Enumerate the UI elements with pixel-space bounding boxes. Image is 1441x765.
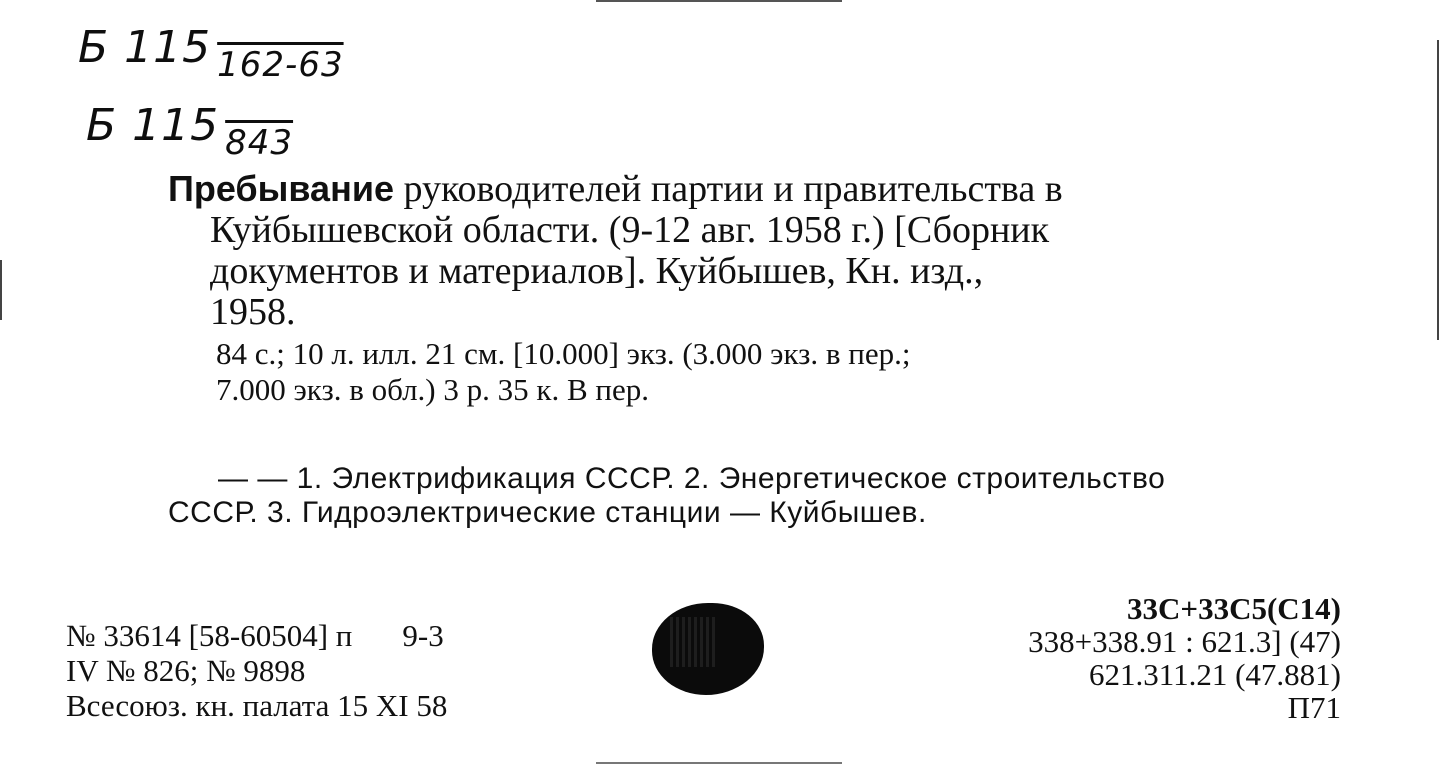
subjects-line-1: — — 1. Электрификация СССР. 2. Энергетическое строительство: [218, 462, 1166, 495]
registry-line-1: [66, 618, 447, 653]
handwritten-shelfmark-2: [86, 100, 294, 163]
shelfmark-1-sub: 162-63: [217, 45, 344, 85]
shelfmark-2-sub: 843: [225, 123, 294, 163]
ink-blot: [652, 603, 764, 695]
classification-line-2: 338+338.91 : 621.3] (47): [1028, 624, 1341, 659]
title-line-1-rest: руководителей партии и правительства в: [393, 168, 1063, 210]
scan-edge-right: [1437, 40, 1439, 340]
registry-line-3: Всесоюз. кн. палата 15 XI 58: [66, 688, 448, 723]
collation-line-2: 7.000 экз. в обл.) 3 р. 35 к. В пер.: [216, 372, 649, 407]
registry-line-2: IV № 826; № 9898: [66, 653, 306, 688]
registry-number: № 33614 [58-60504] п: [66, 618, 353, 653]
collation: [216, 336, 1340, 408]
registry-info: [66, 618, 447, 723]
registry-code: 9-3: [402, 618, 444, 653]
classification-indices: [1028, 592, 1341, 724]
scan-edge-bottom: [596, 762, 842, 764]
title-lead-word: Пребывание: [168, 168, 394, 209]
bibliographic-title: [168, 168, 1343, 333]
shelfmark-1-main: Б 115: [78, 22, 212, 73]
title-line-3: документов и материалов]. Куйбышев, Кн. изд.,: [210, 250, 984, 292]
subjects-line-2: СССР. 3. Гидроэлектрические станции — Куйбышев.: [168, 496, 927, 529]
subject-headings: [168, 462, 1343, 530]
scan-edge-top: [596, 0, 842, 2]
title-line-2: Куйбышевской области. (9-12 авг. 1958 г.) [Сборник: [210, 209, 1050, 251]
scan-edge-left: [0, 260, 2, 320]
title-line-4: 1958.: [210, 291, 296, 333]
shelfmark-2-main: Б 115: [86, 100, 220, 151]
title-line-1: [168, 168, 1343, 210]
handwritten-shelfmark-1: [78, 22, 344, 85]
collation-line-1: 84 с.; 10 л. илл. 21 см. [10.000] экз. (3.000 экз. в пер.;: [216, 336, 911, 371]
classification-line-4: П71: [1287, 690, 1341, 725]
classification-line-3: 621.311.21 (47.881): [1089, 657, 1341, 692]
classification-line-1: 33С+33С5(С14): [1127, 591, 1341, 626]
